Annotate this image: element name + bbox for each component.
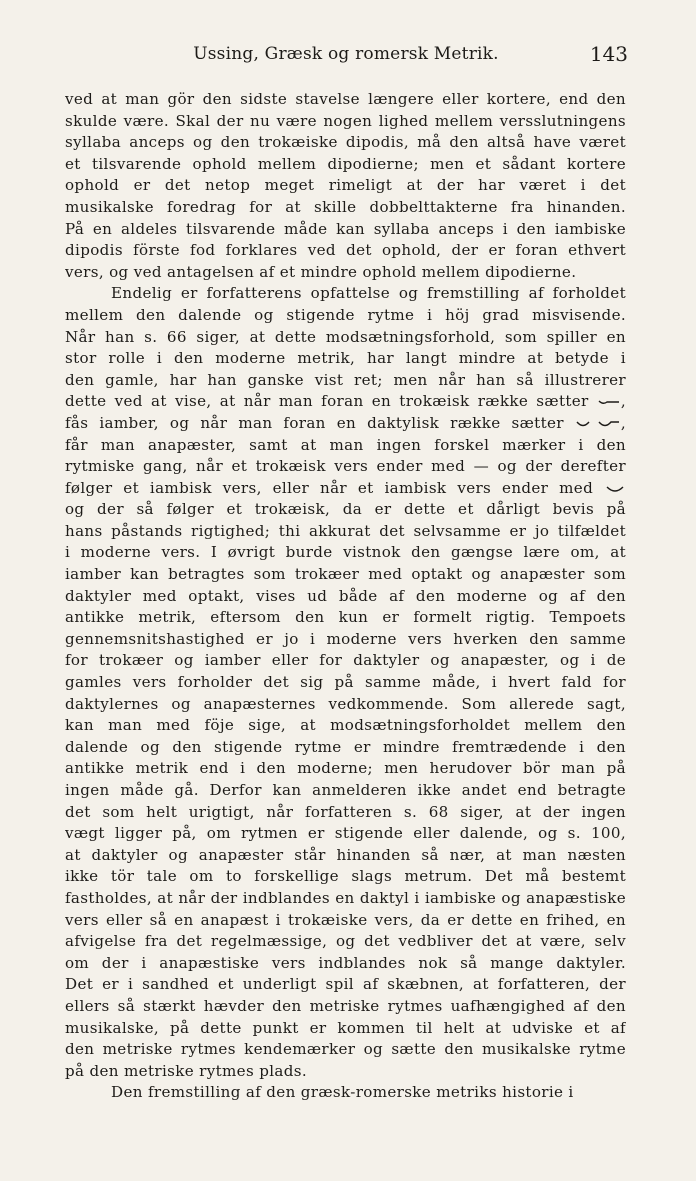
short-syllables-sign (575, 418, 621, 430)
text-line: ved at man gör den sidste stavelse længere eller kortere, end den (65, 90, 626, 108)
text-segment: fås iamber, og når man foran en daktylisk række sætter (65, 413, 564, 432)
text-line: rytmiske gang, når et trokæisk vers ender med — og der derefter (65, 457, 626, 476)
text-line-with-meter: fås iamber, og når man foran en daktylisk række sætter , (65, 413, 626, 432)
text-line: daktyler med optakt, vises ud både af den moderne og af den (65, 586, 626, 605)
text-line: dalende og den stigende rytme er mindre fremtrædende i den (65, 737, 626, 756)
text-line: På en aldeles tilsvarende måde kan syllaba anceps i den iambiske (65, 219, 626, 238)
text-line: fastholdes, at når der indblandes en daktyl i iambiske og anapæstiske (65, 888, 626, 907)
text-line: på den metriske rytmes plads. (65, 1061, 307, 1080)
paragraph-start-line: Endelig er forfatterens opfattelse og fremstilling af forholdet (111, 284, 626, 303)
text-line: ophold er det netop meget rimeligt at der har været i det (65, 176, 626, 195)
text-line: ikke tör tale om to forskellige slags metrum. Det må bestemt (65, 867, 626, 886)
long-syllable-sign (597, 396, 621, 408)
text-line: ellers så stærkt hævder den metriske rytmes uafhængighed af den (65, 996, 626, 1015)
text-line: om der i anapæstiske vers indblandes nok så mange daktyler. (65, 953, 626, 972)
text-line: Det er i sandhed et underligt spil af skæbnen, at forfatteren, der (65, 975, 626, 994)
text-line: gennemsnitshastighed er jo i moderne vers hverken den samme (65, 629, 626, 648)
text-line: at daktyler og anapæster står hinanden så nær, at man næsten (65, 845, 626, 864)
text-line: musikalske foredrag for at skille dobbelttakterne fra hinanden. (65, 197, 626, 216)
text-line: et tilsvarende ophold mellem dipodierne; men et sådant kortere (65, 154, 626, 173)
text-line: stor rolle i den moderne metrik, har langt mindre at betyde i (65, 349, 626, 368)
text-line: den gamle, har han ganske vist ret; men når han så illustrerer (65, 370, 626, 389)
text-line: og der så følger et trokæisk, da er dette et dårligt bevis på (65, 500, 626, 519)
text-line: det som helt urigtigt, når forfatteren s. 68 siger, at der ingen (65, 802, 626, 821)
text-line-with-meter (65, 478, 626, 500)
text-line: den metriske rytmes kendemærker og sætte den musikalske rytme (65, 1040, 626, 1059)
short-syllable-sign (604, 483, 626, 495)
text-line: antikke metrik end i den moderne; men herudover bör man på (65, 759, 626, 778)
body-text (65, 89, 626, 1104)
text-line: daktylernes og anapæsternes vedkommende. Som allerede sagt, (65, 694, 626, 713)
text-line: for trokæer og iamber eller for daktyler og anapæster, og i de (65, 651, 626, 670)
paragraph-start-line: Den fremstilling af den græsk-romerske metriks historie i (111, 1083, 574, 1102)
text-line: gamles vers forholder det sig på samme måde, i hvert fald for (65, 673, 626, 692)
text-line: syllaba anceps og den trokæiske dipodis, må den altså have været (65, 133, 626, 152)
text-line: musikalske, på dette punkt er kommen til helt at udviske et af (65, 1018, 626, 1037)
text-segment: dette ved at vise, at når man foran en trokæisk række sætter (65, 392, 589, 411)
text-line: vægt ligger på, om rytmen er stigende eller dalende, og s. 100, (65, 824, 626, 843)
text-line: vers eller så en anapæst i trokæiske vers, da er dette en frihed, en (65, 910, 626, 929)
text-line: vers, og ved antagelsen af et mindre ophold mellem dipodierne. (65, 262, 577, 281)
text-line: dipodis förste fod forklares ved det ophold, der er foran ethvert (65, 241, 626, 260)
text-line: kan man med föje sige, at modsætningsforholdet mellem den (65, 716, 626, 735)
text-line: hans påstands rigtighed; thi akkurat det selvsamme er jo tilfældet (65, 521, 626, 540)
text-line: Når han s. 66 siger, at dette modsætningsforhold, som spiller en (65, 327, 626, 346)
page-number: 143 (589, 42, 628, 66)
text-line: ingen måde gå. Derfor kan anmelderen ikke andet end betragte (65, 781, 626, 799)
text-line: skulde være. Skal der nu være nogen lighed mellem versslutningens (65, 111, 626, 130)
text-line: afvigelse fra det regelmæssige, og det vedbliver det at være, selv (65, 932, 626, 951)
text-line: iamber kan betragtes som trokæer med optakt og anapæster som (65, 565, 626, 584)
text-segment: følger et iambisk vers, eller når et iambisk vers ender med (65, 478, 594, 497)
running-head (64, 42, 628, 68)
text-line-with-meter: dette ved at vise, at når man foran en trokæisk række sætter , (65, 392, 626, 411)
text-line: mellem den dalende og stigende rytme i höj grad misvisende. (65, 305, 626, 324)
text-line: får man anapæster, samt at man ingen forskel mærker i den (65, 435, 626, 454)
text-line: i moderne vers. I øvrigt burde vistnok den gængse lære om, at (65, 543, 626, 562)
text-line: antikke metrik, eftersom den kun er formelt rigtig. Tempoets (65, 608, 626, 627)
running-title: Ussing, Græsk og romersk Metrik. (193, 44, 499, 64)
